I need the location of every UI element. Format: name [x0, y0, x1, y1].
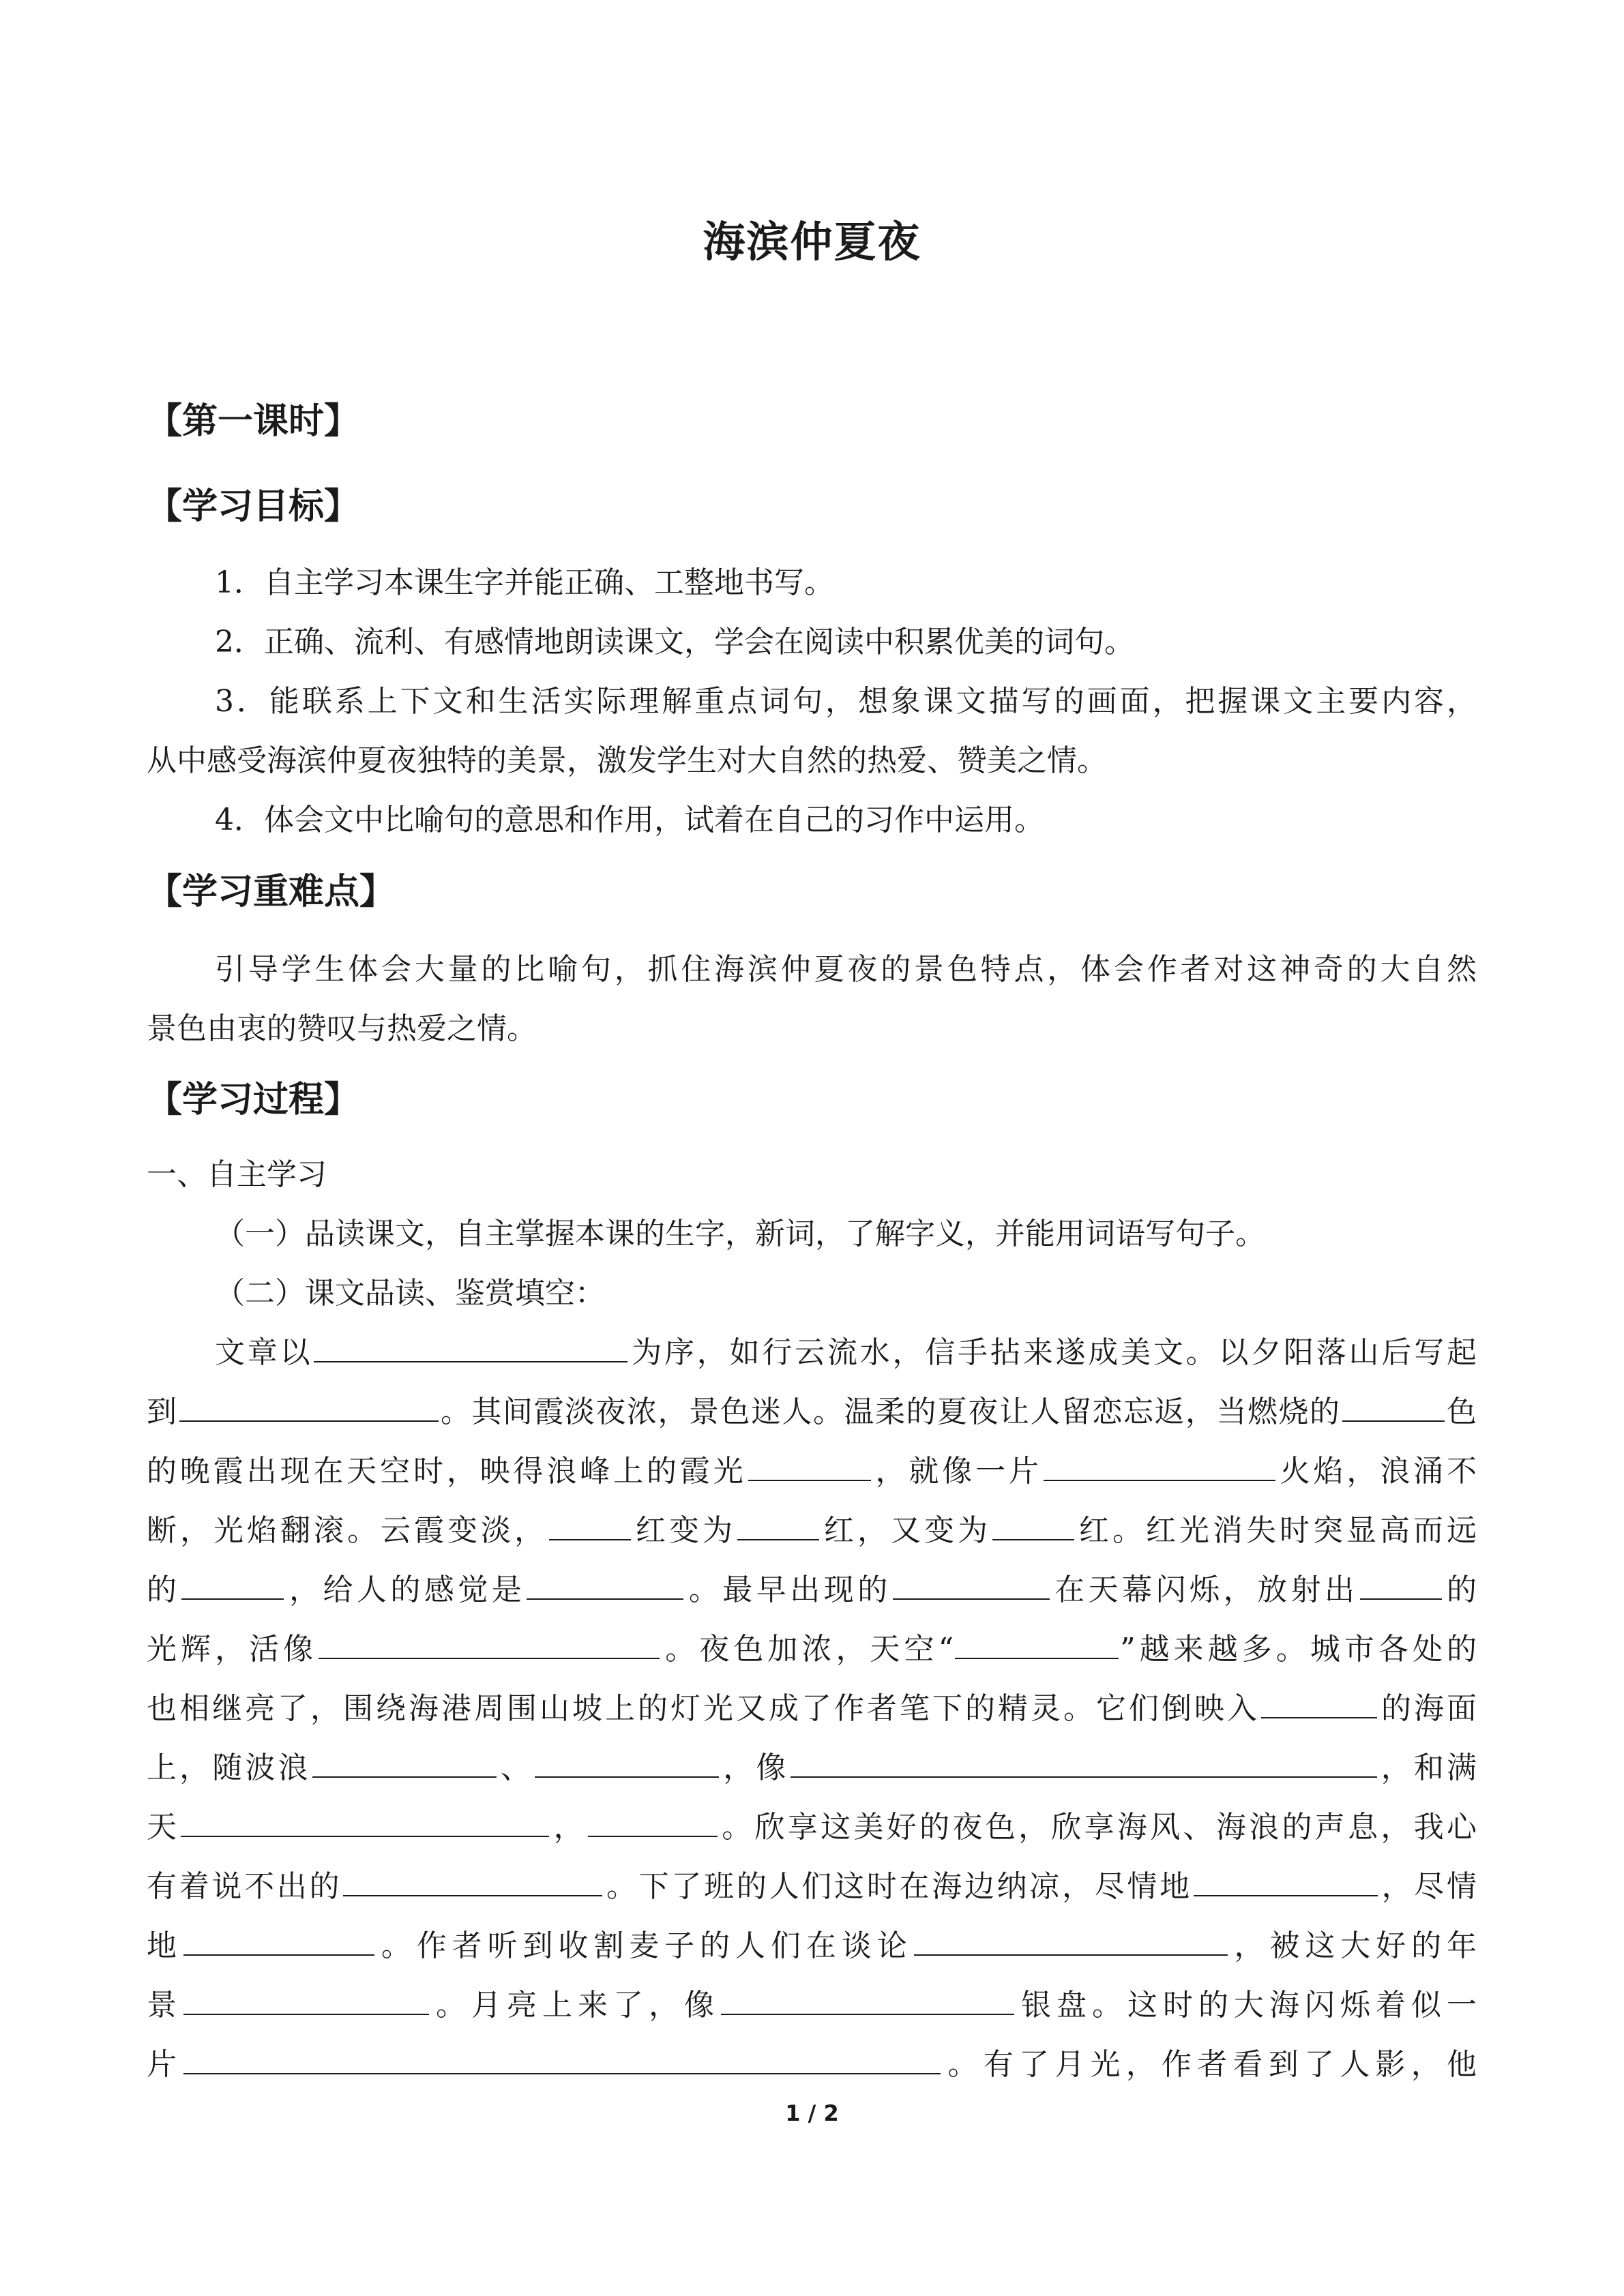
blank[interactable] — [343, 1869, 602, 1896]
fill-line — [147, 1807, 1477, 1848]
fill-text: ”越来越多。城市各处的 — [1120, 1632, 1477, 1667]
goal-item: 4．体会文中比喻句的意思和作用，试着在自己的习作中运用。 — [215, 803, 1044, 837]
fill-line — [147, 1629, 1477, 1670]
fill-text: 的 — [1443, 1572, 1477, 1607]
fill-line — [147, 1451, 1477, 1492]
fill-text: 红。红光消失时突显高而远 — [1076, 1513, 1477, 1548]
fill-line — [215, 1332, 1477, 1373]
blank[interactable] — [992, 1513, 1074, 1540]
blank[interactable] — [183, 2047, 941, 2074]
blank[interactable] — [535, 1750, 719, 1778]
fill-line — [147, 1748, 1477, 1789]
goal-item: 2．正确、流利、有感情地朗读课文，学会在阅读中积累优美的词句。 — [215, 625, 1134, 659]
blank[interactable] — [1261, 1691, 1377, 1718]
fill-text: 的海面 — [1378, 1691, 1477, 1726]
fill-line — [147, 1570, 1477, 1611]
blank[interactable] — [183, 1928, 374, 1956]
fill-text: 银盘。这时的大海闪烁着似一 — [1016, 1988, 1477, 2023]
fill-text: 。最早出现的 — [685, 1572, 891, 1607]
fill-line — [147, 1392, 1477, 1433]
fill-text: 。夜色加浓，天空“ — [661, 1632, 954, 1667]
blank[interactable] — [1194, 1869, 1378, 1896]
blank[interactable] — [527, 1572, 683, 1600]
difficulty-text-continued: 景色由衷的赞叹与热爱之情。 — [147, 1011, 537, 1046]
fill-text: 地 — [147, 1928, 182, 1963]
fill-text: ，给人的感觉是 — [285, 1572, 526, 1607]
fill-text: ， — [550, 1810, 587, 1845]
fill-text: 上，随波浪 — [147, 1750, 311, 1785]
fill-text: 、 — [497, 1750, 534, 1785]
blank[interactable] — [737, 1513, 819, 1540]
blank[interactable] — [319, 1632, 660, 1659]
fill-text: 红变为 — [632, 1513, 736, 1548]
process-heading: 【学习过程】 — [147, 1079, 360, 1120]
fill-text: 在天幕闪烁，放射出 — [1050, 1572, 1359, 1607]
fill-text: 的 — [147, 1572, 181, 1607]
fill-text: 色 — [1445, 1395, 1477, 1429]
fill-text: 文章以 — [215, 1335, 313, 1370]
fill-text: 。有了月光，作者看到了人影，他 — [942, 2047, 1477, 2082]
fill-text: ，被这大好的年 — [1228, 1928, 1477, 1963]
blank[interactable] — [1360, 1572, 1442, 1600]
fill-text: 。欣享这美好的夜色，欣享海风、海浪的声息，我心 — [718, 1810, 1477, 1845]
fill-text: 有着说不出的 — [147, 1869, 342, 1904]
fill-text: 。月亮上来了，像 — [430, 1988, 720, 2023]
fill-text: 。作者听到收割麦子的人们在谈论 — [375, 1928, 913, 1963]
section-heading: 一、自主学习 — [147, 1157, 327, 1192]
difficulty-heading: 【学习重难点】 — [147, 871, 396, 912]
fill-line — [147, 1926, 1477, 1967]
fill-text: 也相继亮了，围绕海港周围山坡上的灯光又成了作者笔下的精灵。它们倒映入 — [147, 1691, 1260, 1726]
blank[interactable] — [312, 1750, 497, 1778]
fill-text: 光辉，活像 — [147, 1632, 318, 1667]
blank[interactable] — [549, 1513, 631, 1540]
goal-item: 1．自主学习本课生字并能正确、工整地书写。 — [215, 565, 834, 600]
blank[interactable] — [791, 1750, 1377, 1778]
fill-line — [147, 1866, 1477, 1907]
fill-text: ，就像一片 — [872, 1454, 1042, 1489]
blank[interactable] — [181, 1810, 549, 1837]
fill-text: 片 — [147, 2047, 183, 2082]
fill-line — [147, 1510, 1477, 1551]
blank[interactable] — [588, 1810, 718, 1837]
blank[interactable] — [1342, 1395, 1445, 1422]
document-title: 海滨仲夏夜 — [703, 217, 921, 267]
fill-text: 断，光焰翻滚。云霞变淡， — [147, 1513, 548, 1548]
fill-line — [147, 2044, 1477, 2085]
blank[interactable] — [748, 1454, 871, 1481]
sub-item: （一）品读课文，自主掌握本课的生字，新词，了解字义，并能用词语写句子。 — [215, 1217, 1265, 1251]
page-number: 1 / 2 — [785, 2100, 839, 2126]
fill-text: 。其间霞淡夜浓，景色迷人。温柔的夏夜让人留恋忘返，当燃烧的 — [439, 1395, 1341, 1429]
fill-text: 为序，如行云流水，信手拈来遂成美文。以夕阳落山后写起 — [629, 1335, 1477, 1370]
fill-text: 的晚霞出现在天空时，映得浪峰上的霞光 — [147, 1454, 747, 1489]
goal-item: 3．能联系上下文和生活实际理解重点词句，想象课文描写的画面，把握课文主要内容， — [215, 684, 1477, 719]
blank[interactable] — [314, 1335, 628, 1362]
blank[interactable] — [183, 1988, 429, 2015]
fill-text: 天 — [147, 1810, 180, 1845]
goal-item-continued: 从中感受海滨仲夏夜独特的美景，激发学生对大自然的热爱、赞美之情。 — [147, 743, 1107, 778]
fill-text: 。下了班的人们这时在海边纳凉，尽情地 — [604, 1869, 1192, 1904]
blank[interactable] — [914, 1928, 1228, 1956]
fill-line — [147, 1985, 1477, 2026]
blank[interactable] — [181, 1572, 284, 1600]
blank[interactable] — [721, 1988, 1014, 2015]
blank[interactable] — [893, 1572, 1050, 1600]
fill-line — [147, 1688, 1477, 1729]
blank[interactable] — [179, 1395, 439, 1422]
fill-text: ，尽情 — [1378, 1869, 1477, 1904]
fill-text: 景 — [147, 1988, 182, 2023]
fill-text: ，像 — [720, 1750, 789, 1785]
lesson-heading: 【第一课时】 — [147, 401, 360, 442]
blank[interactable] — [955, 1632, 1119, 1659]
fill-text: 火焰，浪涌不 — [1276, 1454, 1477, 1489]
sub-item: （二）课文品读、鉴赏填空： — [215, 1276, 605, 1311]
goals-heading: 【学习目标】 — [147, 486, 360, 527]
blank[interactable] — [1044, 1454, 1275, 1481]
fill-text: ，和满 — [1378, 1750, 1477, 1785]
difficulty-text: 引导学生体会大量的比喻句，抓住海滨仲夏夜的景色特点，体会作者对这神奇的大自然 — [215, 952, 1477, 987]
fill-text: 到 — [147, 1395, 178, 1429]
fill-text: 红，又变为 — [821, 1513, 991, 1548]
